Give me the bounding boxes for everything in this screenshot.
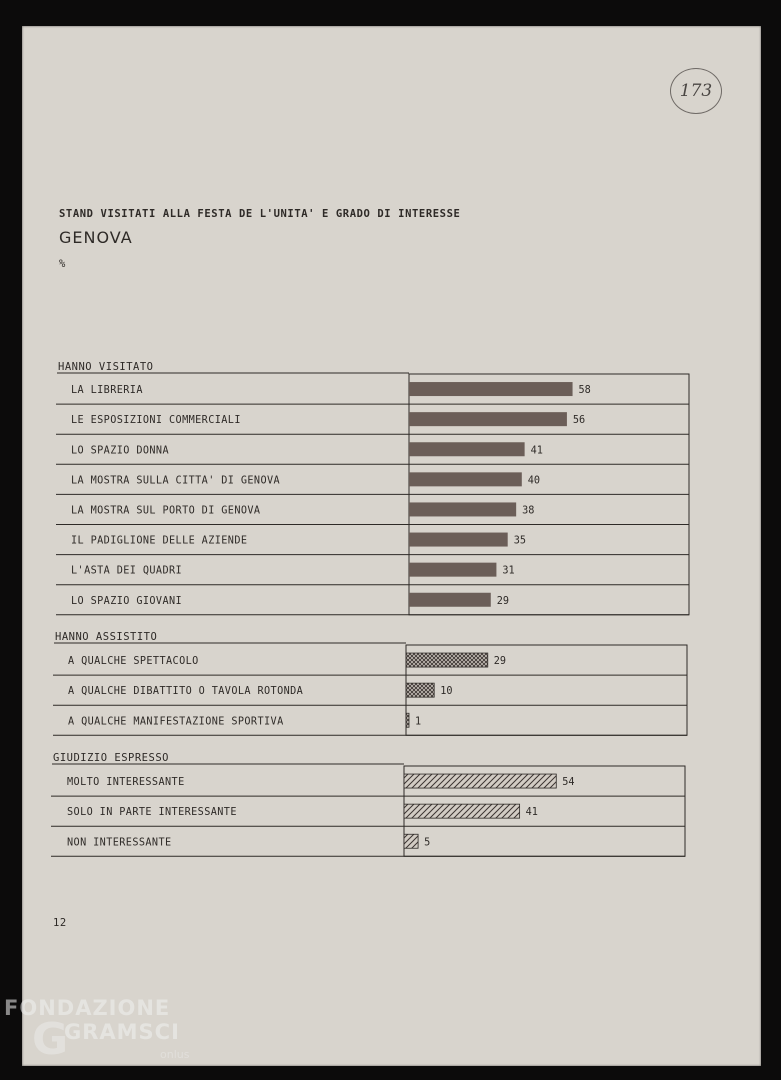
category-label: LO SPAZIO DONNA xyxy=(71,445,170,457)
data-label: 40 xyxy=(527,475,541,487)
bar xyxy=(409,472,522,486)
bar xyxy=(409,382,573,396)
bar xyxy=(406,653,488,667)
bar xyxy=(409,442,525,456)
bar xyxy=(404,834,418,848)
category-label: A QUALCHE SPETTACOLO xyxy=(68,656,199,668)
data-label: 5 xyxy=(424,837,431,849)
data-label: 1 xyxy=(415,716,422,728)
data-label: 56 xyxy=(572,415,586,427)
data-label: 54 xyxy=(562,777,575,789)
data-label: 38 xyxy=(522,505,535,517)
city-subtitle: GENOVA xyxy=(59,228,133,247)
category-label: LO SPAZIO GIOVANI xyxy=(71,595,183,607)
group-header: HANNO VISITATO xyxy=(58,361,154,373)
data-label: 29 xyxy=(493,656,507,668)
watermark-g-logo-icon: G xyxy=(32,1014,69,1065)
bar xyxy=(409,563,496,577)
category-label: SOLO IN PARTE INTERESSANTE xyxy=(67,807,237,819)
page-number: 12 xyxy=(53,917,67,929)
category-label: LE ESPOSIZIONI COMMERCIALI xyxy=(71,415,241,427)
category-label: A QUALCHE DIBATTITO O TAVOLA ROTONDA xyxy=(68,686,304,698)
category-label: IL PADIGLIONE DELLE AZIENDE xyxy=(71,535,248,547)
unit-label: % xyxy=(59,258,66,270)
data-label: 58 xyxy=(578,385,591,397)
category-label: MOLTO INTERESSANTE xyxy=(67,777,185,789)
data-label: 35 xyxy=(513,535,526,547)
bar xyxy=(404,774,556,788)
data-label: 29 xyxy=(496,595,510,607)
data-label: 10 xyxy=(440,686,453,698)
bar xyxy=(409,533,508,547)
page-title: STAND VISITATI ALLA FESTA DE L'UNITA' E GRADO DI INTERESSE xyxy=(59,208,461,220)
data-label: 41 xyxy=(530,445,543,457)
category-label: LA LIBRERIA xyxy=(71,385,143,397)
category-label: LA MOSTRA SUL PORTO DI GENOVA xyxy=(71,505,261,517)
watermark-line-3: onlus xyxy=(160,1048,190,1061)
category-label: NON INTERESSANTE xyxy=(67,837,172,849)
category-label: A QUALCHE MANIFESTAZIONE SPORTIVA xyxy=(68,716,284,728)
bar xyxy=(404,804,520,818)
archive-number-stamp: 173 xyxy=(670,68,722,114)
group-header: HANNO ASSISTITO xyxy=(55,631,158,643)
watermark-line-2: GRAMSCI xyxy=(64,1020,180,1044)
category-label: LA MOSTRA SULLA CITTA' DI GENOVA xyxy=(71,475,281,487)
bar xyxy=(409,412,567,426)
data-label: 31 xyxy=(502,565,515,577)
category-label: L'ASTA DEI QUADRI xyxy=(71,565,183,577)
foundation-watermark-logo xyxy=(4,996,204,1076)
data-label: 41 xyxy=(525,807,538,819)
bar xyxy=(409,502,516,516)
watermark-line-1: FONDAZIONE xyxy=(4,996,171,1020)
bar xyxy=(406,713,409,727)
bar xyxy=(409,593,491,607)
bar xyxy=(406,683,434,697)
group-header: GIUDIZIO ESPRESSO xyxy=(53,752,169,764)
